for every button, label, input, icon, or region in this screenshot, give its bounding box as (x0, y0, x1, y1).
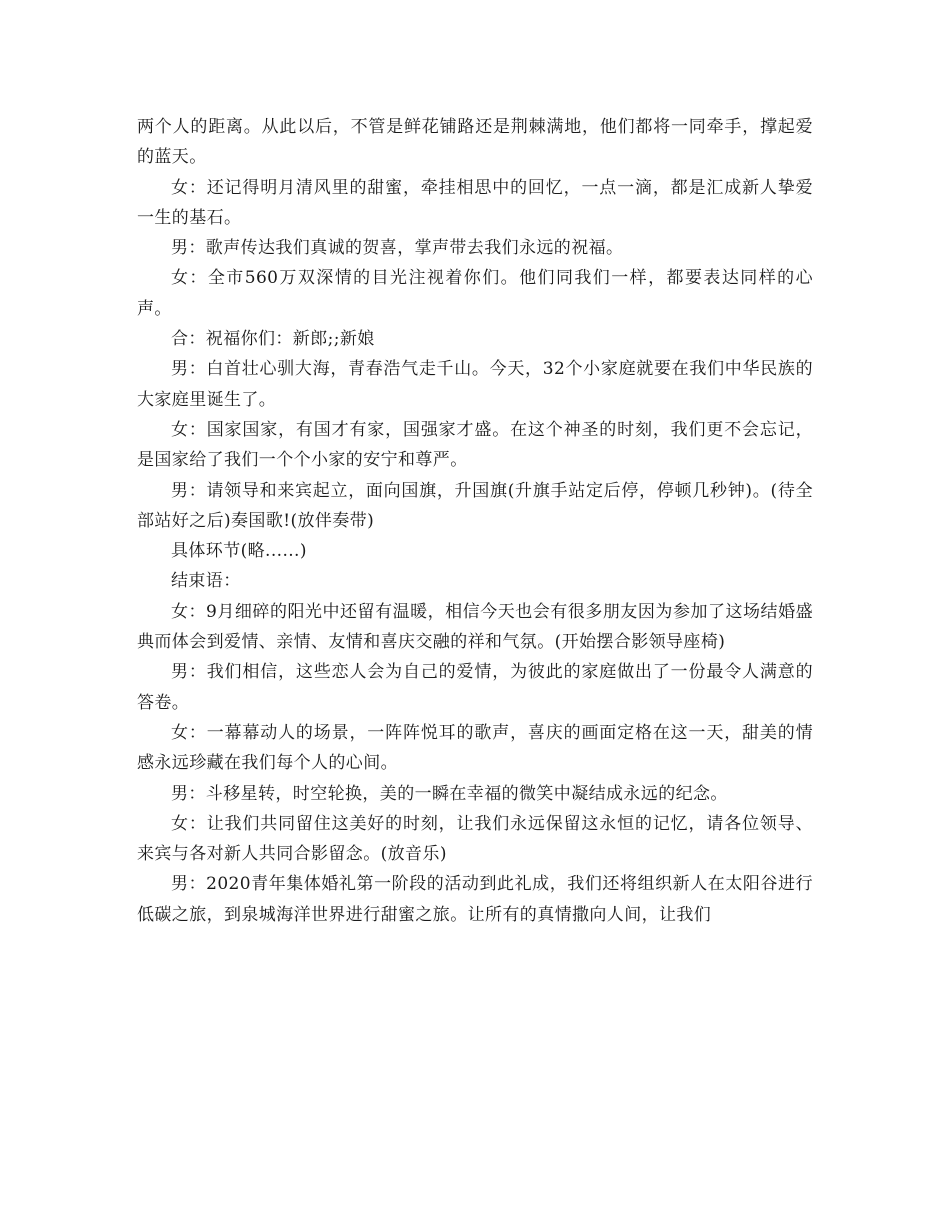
paragraph: 男：请领导和来宾起立，面向国旗，升国旗(升旗手站定后停，停顿几秒钟)。(待全部站好之后)奏国歌!(放伴奏带) (137, 480, 813, 531)
paragraph: 结束语： (171, 571, 241, 592)
paragraph: 男：2020青年集体婚礼第一阶段的活动到此礼成，我们还将组织新人在太阳谷进行低碳之旅，到泉城海洋世界进行甜蜜之旅。让所有的真情撒向人间，让我们 (137, 874, 813, 925)
paragraph: 女：还记得明月清风里的甜蜜，牵挂相思中的回忆，一点一滴，都是汇成新人挚爱一生的基石。 (137, 177, 813, 228)
paragraph: 女：全市560万双深情的目光注视着你们。他们同我们一样，都要表达同样的心声。 (137, 268, 813, 319)
document-body (137, 112, 813, 930)
paragraph: 女：国家国家，有国才有家，国强家才盛。在这个神圣的时刻，我们更不会忘记，是国家给了我们一个个小家的安宁和尊严。 (137, 419, 813, 471)
paragraph: 具体环节(略......) (171, 541, 307, 562)
paragraph: 两个人的距离。从此以后，不管是鲜花铺路还是荆棘满地，他们都将一同牵手，撑起爱的蓝天。 (137, 117, 813, 168)
paragraph: 男：白首壮心驯大海，青春浩气走千山。今天，32个小家庭就要在我们中华民族的大家庭里诞生了。 (137, 359, 813, 410)
paragraph: 女：一幕幕动人的场景，一阵阵悦耳的歌声，喜庆的画面定格在这一天，甜美的情感永远珍藏在我们每个人的心间。 (137, 722, 813, 774)
paragraph: 合：祝福你们：新郎;;新娘 (171, 329, 375, 350)
paragraph: 男：我们相信，这些恋人会为自己的爱情，为彼此的家庭做出了一份最令人满意的答卷。 (137, 662, 813, 713)
paragraph: 男：斗移星转，时空轮换，美的一瞬在幸福的微笑中凝结成永远的纪念。 (171, 783, 728, 804)
paragraph: 女：让我们共同留住这美好的时刻，让我们永远保留这永恒的记忆，请各位领导、来宾与各对新人共同合影留念。(放音乐) (137, 813, 813, 865)
paragraph: 男：歌声传达我们真诚的贺喜，掌声带去我们永远的祝福。 (171, 238, 624, 259)
paragraph: 女：9月细碎的阳光中还留有温暖，相信今天也会有很多朋友因为参加了这场结婚盛典而体会到爱情、亲情、友情和喜庆交融的祥和气氛。(开始摆合影领导座椅) (137, 601, 813, 653)
